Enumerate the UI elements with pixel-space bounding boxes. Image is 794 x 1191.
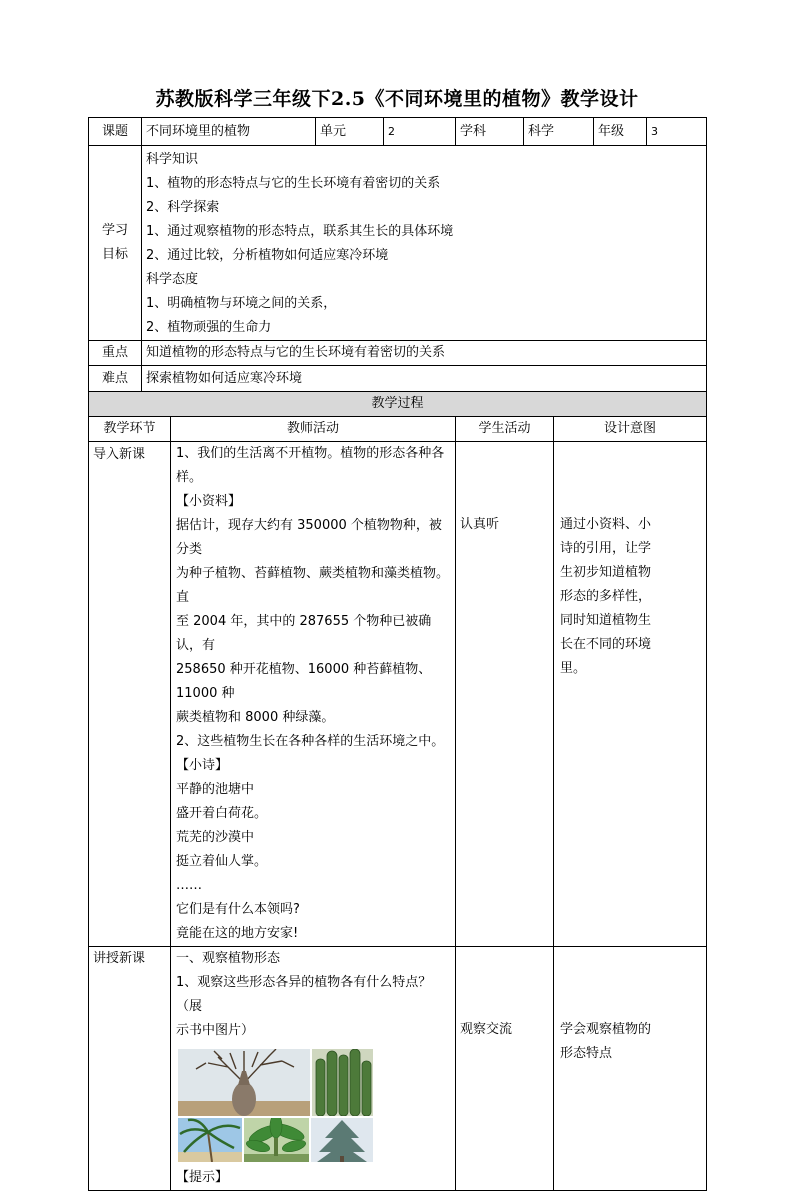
process-title-row	[89, 392, 707, 417]
banana-photo	[244, 1118, 309, 1162]
difficulty-row	[89, 366, 707, 392]
teaching-student-activity: 观察交流	[456, 947, 554, 1191]
key-point-label: 重点	[89, 341, 142, 366]
column-header-row	[89, 417, 707, 442]
column-header-intent: 设计意图	[554, 417, 707, 442]
teaching-row	[89, 947, 707, 1191]
lesson-plan-table	[88, 117, 707, 1191]
process-title: 教学过程	[89, 392, 707, 417]
conifer-photo	[311, 1118, 373, 1162]
info-row	[89, 118, 707, 146]
objectives-content: 科学知识 1、植物的形态特点与它的生长环境有着密切的关系 2、科学探索 1、通过观察植物的形态特点，联系其生长的具体环境 2、通过比较，分析植物如何适应寒冷环境 科学态度 1、明确植物与环境之间的关系， 2、植物顽强的生命力	[142, 146, 707, 341]
unit-label: 单元	[316, 118, 384, 146]
objectives-label: 学习 目标	[89, 146, 142, 341]
difficulty-value: 探索植物如何适应寒冷环境	[142, 366, 707, 392]
teaching-teacher-activity: 一、观察植物形态 1、观察这些形态各异的植物各有什么特点？（展 示书中图片） 【提示】	[171, 947, 456, 1191]
tip-label: 【提示】	[176, 1170, 229, 1185]
unit-value: 2	[384, 118, 456, 146]
column-header-teacher: 教师活动	[171, 417, 456, 442]
intro-teacher-activity: 1、我们的生活离不开植物。植物的形态各种各样。 【小资料】 据估计，现存大约有 350000 个植物物种，被分类 为种子植物、苔藓植物、蕨类植物和藻类植物。直 至 2004 年，其中的 287655 个物种已被确认，有 258650 种开花植物、16000 种苔藓植物、11000 种 蕨类植物和 8000 种绿藻。 2、这些植物生长在各种各样的生活环境之中。 【小诗】 平静的池塘中 盛开着白荷花。 荒芜的沙漠中 挺立着仙人掌。 …… 它们是有什么本领吗? 竟能在这的地方安家!	[171, 442, 456, 947]
key-point-row	[89, 341, 707, 366]
palm-photo	[178, 1118, 242, 1162]
column-header-student: 学生活动	[456, 417, 554, 442]
key-point-value: 知道植物的形态特点与它的生长环境有着密切的关系	[142, 341, 707, 366]
grade-value: 3	[647, 118, 707, 146]
intro-design-intent: 通过小资料、小 诗的引用，让学 生初步知道植物 形态的多样性， 同时知道植物生 长在不同的环境 里。	[554, 442, 707, 947]
intro-row	[89, 442, 707, 947]
subject-value: 科学	[524, 118, 594, 146]
subject-label: 学科	[456, 118, 524, 146]
cactus-photo	[312, 1049, 373, 1116]
grade-label: 年级	[594, 118, 647, 146]
topic-value: 不同环境里的植物	[142, 118, 316, 146]
teaching-stage: 讲授新课	[89, 947, 171, 1191]
intro-student-activity: 认真听	[456, 442, 554, 947]
baobab-photo	[178, 1049, 310, 1116]
document-title: 苏教版科学三年级下2.5《不同环境里的植物》教学设计	[155, 88, 639, 110]
difficulty-label: 难点	[89, 366, 142, 392]
column-header-stage: 教学环节	[89, 417, 171, 442]
teaching-design-intent: 学会观察植物的 形态特点	[554, 947, 707, 1191]
topic-label: 课题	[89, 118, 142, 146]
plant-photos	[178, 1049, 373, 1162]
intro-stage: 导入新课	[89, 442, 171, 947]
objectives-row	[89, 146, 707, 341]
